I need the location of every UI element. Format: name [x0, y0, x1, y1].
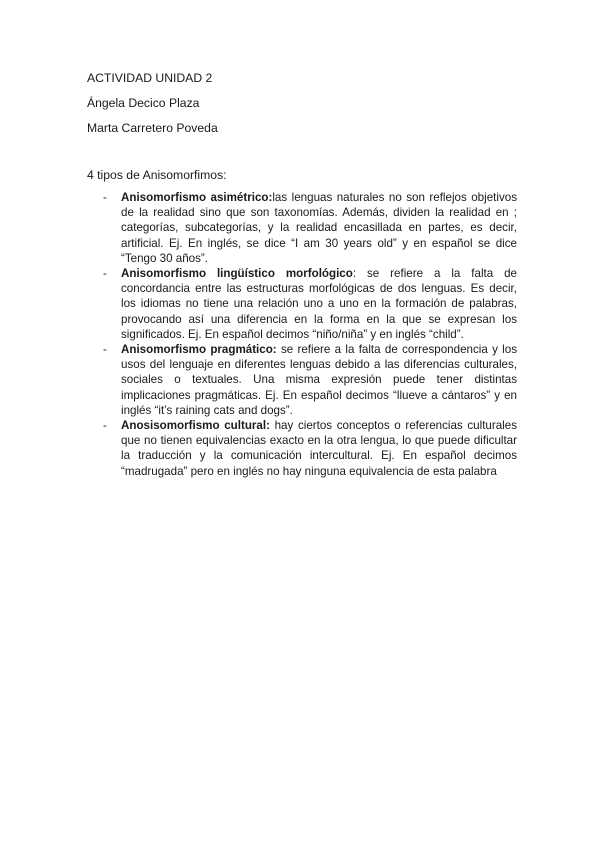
document-title: ACTIVIDAD UNIDAD 2 — [87, 71, 213, 85]
author-name-1: Ángela Decico Plaza — [87, 96, 200, 110]
list-item-term: Anisomorfismo lingüístico morfológico — [121, 267, 353, 281]
list-item — [87, 418, 517, 479]
list-item — [87, 190, 517, 266]
list-item-text: se refiere a la falta de correspondencia y los usos del lenguaje en diferentes lenguas debido a las diferencias culturales, sociales o textuales. Una misma expresión puede tener distintas implicaciones pragmáticas. Ej. En español decimos “llueve a cántaros” y en inglés “it’s raining cats and dogs”. — [121, 343, 517, 417]
list-item-text: hay ciertos conceptos o referencias culturales que no tienen equivalencias exacto en la otra lengua, lo que puede dificultar la traducción y la comunicación intercultural. Ej. En español decimos “madrugada” pero en inglés no hay ninguna equivalencia de esta palabra — [121, 419, 518, 478]
list-item — [87, 342, 517, 418]
list-bullet: - — [103, 419, 107, 433]
list-item-text: las lenguas naturales no son reflejos objetivos de la realidad sino que son taxonomías. Además, dividen la realidad en ; categorías, subcategorías, y la realidad encasillada en partes, es decir, artificial. Ej. En inglés, se dice “I am 30 years old” y en español se dice “Tengo 30 años”. — [121, 191, 517, 265]
list-item-term: Anosisomorfismo cultural: — [121, 419, 270, 433]
list-item-text: : se refiere a la falta de concordancia entre las estructuras morfológicas de dos lenguas. Es decir, los idiomas no tiene una relación uno a uno en la formación de palabras, provocando así una diferencia en la forma en la que se expresan los significados. Ej. En español decimos “niño/niña” y en inglés “child”. — [121, 267, 518, 341]
list-item-term: Anisomorfismo pragmático: — [121, 343, 277, 357]
list-bullet: - — [103, 191, 107, 204]
author-name-2: Marta Carretero Poveda — [87, 121, 218, 135]
list-item — [87, 266, 517, 342]
anisomorfismo-list — [87, 190, 517, 479]
intro-text: 4 tipos de Anisomorfimos: — [87, 168, 227, 182]
list-bullet: - — [103, 267, 107, 281]
list-bullet: - — [103, 343, 107, 357]
list-item-term: Anisomorfismo asimétrico: — [121, 191, 273, 204]
